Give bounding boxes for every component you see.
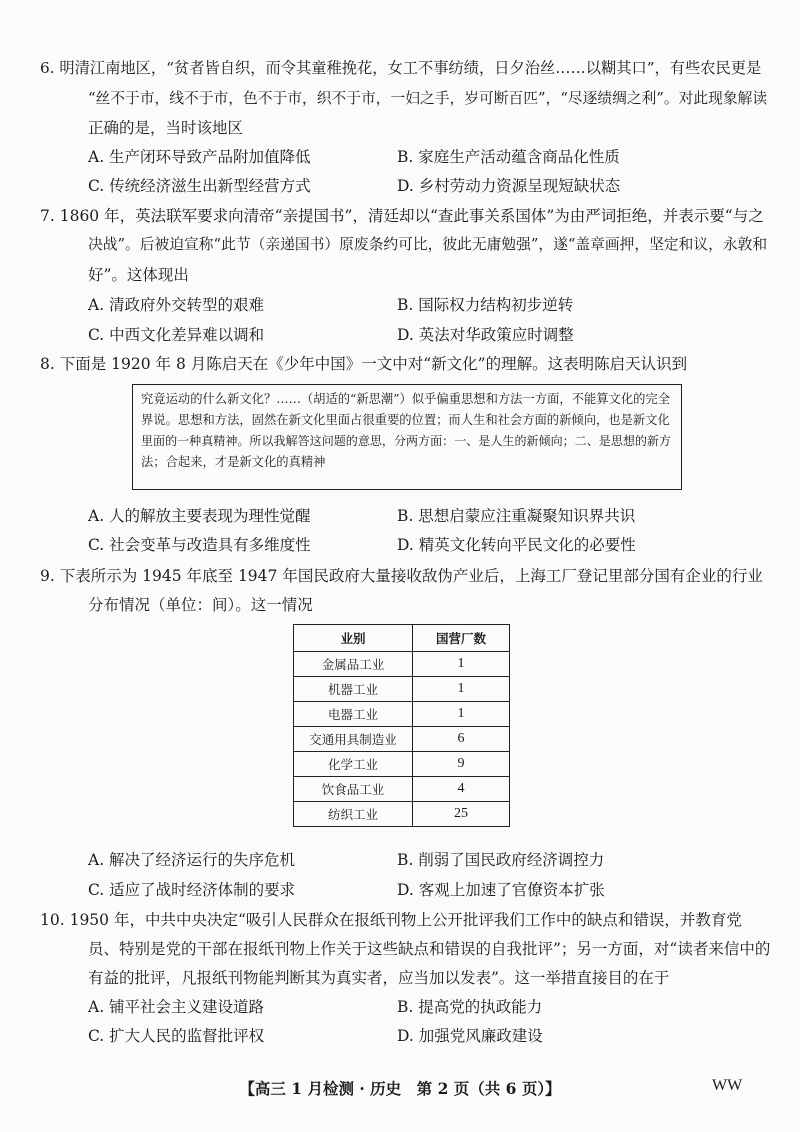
table-cell-count: 1 xyxy=(413,702,510,727)
table-row xyxy=(294,777,510,802)
table-row xyxy=(294,677,510,702)
question-7-option-c: C. 中西文化差异难以调和 xyxy=(88,326,265,344)
table-cell-count: 1 xyxy=(413,677,510,702)
question-9-option-d: D. 客观上加速了官僚资本扩张 xyxy=(397,881,605,899)
question-9-stem-line-2: 分布情况（单位：间）。这一情况 xyxy=(88,596,313,614)
question-10-option-b: B. 提高党的执政能力 xyxy=(397,998,543,1016)
table-row xyxy=(294,752,510,777)
table-cell-count: 25 xyxy=(413,802,510,827)
question-7-stem-line-1: 7. 1860 年，英法联军要求向清帝“亲提国书”，清廷却以“查此事关系国体”为由严词拒绝，并表示要“与之 xyxy=(40,207,764,225)
quote-line-3: 里面的一种真精神。所以我解答这问题的意思，分两方面：一、是人生的新倾向；二、是思想的新方 xyxy=(141,434,672,448)
table-row xyxy=(294,652,510,677)
table-row xyxy=(294,802,510,827)
page-footer: 【高三 1 月检测 · 历史 第 2 页（共 6 页）】 xyxy=(239,1079,561,1098)
question-7-option-d: D. 英法对华政策应时调整 xyxy=(397,326,574,344)
table-cell-industry: 电器工业 xyxy=(294,702,413,727)
table-cell-industry: 化学工业 xyxy=(294,752,413,777)
table-cell-industry: 纺织工业 xyxy=(294,802,413,827)
quote-box xyxy=(132,384,682,490)
table-cell-industry: 交通用具制造业 xyxy=(294,727,413,752)
table-cell-industry: 机器工业 xyxy=(294,677,413,702)
table-cell-count: 9 xyxy=(413,752,510,777)
question-6-option-b: B. 家庭生产活动蕴含商品化性质 xyxy=(397,148,620,166)
question-10-stem-line-1: 10. 1950 年，中共中央决定“吸引人民群众在报纸刊物上公开批评我们工作中的缺点和错误，并教育党 xyxy=(40,911,742,929)
question-9-stem-line-1: 9. 下表所示为 1945 年底至 1947 年国民政府大量接收敌伪产业后，上海工厂登记里部分国有企业的行业 xyxy=(40,567,763,585)
question-6-stem-line-3: 正确的是，当时该地区 xyxy=(88,119,244,137)
table-row xyxy=(294,727,510,752)
question-7-stem-line-3: 好”。这体现出 xyxy=(88,266,189,284)
table-cell-industry: 金属品工业 xyxy=(294,652,413,677)
table-header-count: 国营厂数 xyxy=(413,625,510,652)
question-8-option-a: A. 人的解放主要表现为理性觉醒 xyxy=(88,507,311,525)
question-9-option-c: C. 适应了战时经济体制的要求 xyxy=(88,881,296,899)
quote-line-2: 界说。思想和方法，固然在新文化里面占很重要的位置；而人生和社会方面的新倾向，也是新文化 xyxy=(141,413,670,427)
question-9-option-a: A. 解决了经济运行的失序危机 xyxy=(88,851,296,869)
table-cell-industry: 饮食品工业 xyxy=(294,777,413,802)
question-6-option-c: C. 传统经济滋生出新型经营方式 xyxy=(88,177,311,195)
question-8-option-d: D. 精英文化转向平民文化的必要性 xyxy=(397,536,636,554)
question-10-stem-line-3: 有益的批评，凡报纸刊物能判断其为真实者，应当加以发表”。这一举措直接目的在于 xyxy=(88,969,670,987)
table-cell-count: 4 xyxy=(413,777,510,802)
question-8-stem-line-1: 8. 下面是 1920 年 8 月陈启天在《少年中国》一文中对“新文化”的理解。这表明陈启天认识到 xyxy=(40,355,688,373)
question-8-option-b: B. 思想启蒙应注重凝聚知识界共识 xyxy=(397,507,636,525)
quote-line-1: 究竟运动的什么新文化？……（胡适的“新思潮”）似乎偏重思想和方法一方面，不能算文化的完全 xyxy=(141,392,671,406)
question-10-option-a: A. 铺平社会主义建设道路 xyxy=(88,998,265,1016)
table-header-row xyxy=(294,625,510,652)
question-9-option-b: B. 削弱了国民政府经济调控力 xyxy=(397,851,605,869)
question-10-option-d: D. 加强党风廉政建设 xyxy=(397,1027,543,1045)
question-6-option-d: D. 乡村劳动力资源呈现短缺状态 xyxy=(397,177,621,195)
question-7-option-a: A. 清政府外交转型的艰难 xyxy=(88,296,265,314)
question-10-stem-line-2: 员、特别是党的干部在报纸刊物上作关于这些缺点和错误的自我批评”；另一方面，对“读者来信中的 xyxy=(88,940,771,958)
table-cell-count: 1 xyxy=(413,652,510,677)
footer-code: WW xyxy=(712,1077,743,1094)
table-cell-count: 6 xyxy=(413,727,510,752)
question-7-option-b: B. 国际权力结构初步逆转 xyxy=(397,296,574,314)
question-6-option-a: A. 生产闭环导致产品附加值降低 xyxy=(88,148,311,166)
question-6-stem-line-2: “丝不于市，线不于市，色不于市，织不于市，一妇之手，岁可断百匹”，“尽逐绩绸之利”。对此现象解读 xyxy=(88,90,768,107)
industry-table xyxy=(293,624,510,827)
table-header-industry: 业别 xyxy=(294,625,413,652)
quote-line-4: 法；合起来，才是新文化的真精神 xyxy=(141,455,326,469)
question-8-option-c: C. 社会变革与改造具有多维度性 xyxy=(88,536,311,554)
table-row xyxy=(294,702,510,727)
question-7-stem-line-2: 决战”。后被迫宣称“此节（亲递国书）原废条约可比，彼此无庸勉强”，遂“盖章画押，坚定和议，永敦和 xyxy=(88,236,768,253)
question-6-stem-line-1: 6. 明清江南地区，“贫者皆自织，而令其童稚挽花，女工不事纺绩，日夕治丝……以糊其口”，有些农民更是 xyxy=(40,59,762,77)
question-10-option-c: C. 扩大人民的监督批评权 xyxy=(88,1027,265,1045)
